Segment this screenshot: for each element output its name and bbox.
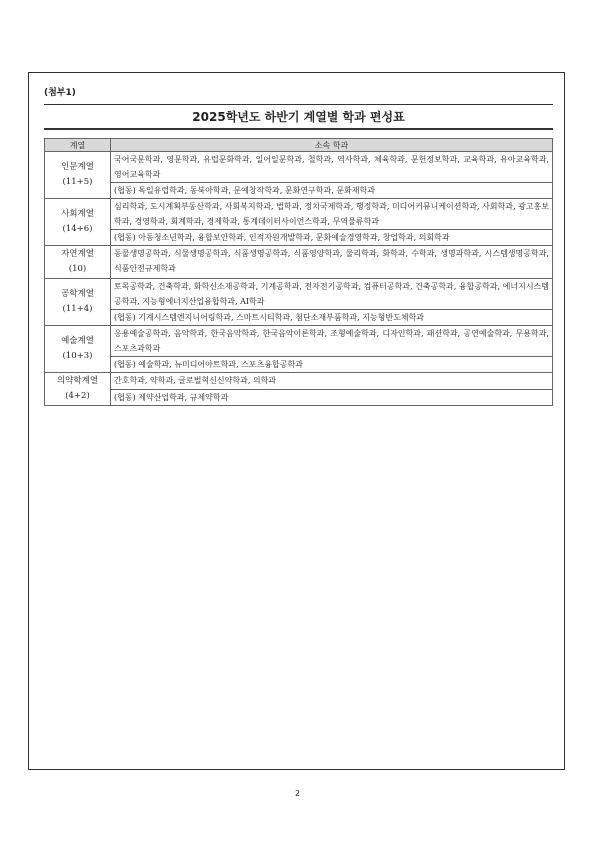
table-row [45,246,553,279]
category-count: (14+6) [62,224,93,234]
category-count: (10) [68,264,87,274]
regular-departments: 동물생명공학과, 식물생명공학과, 식품생명공학과, 식품영양학과, 물리학과, 화학과, 수학과, 생명과학과, 시스템생명공학과, 식품안전규제학과 [111,246,553,279]
cooperative-departments: (협동) 독일유럽학과, 동북아학과, 문예창작학과, 문화연구학과, 문화재학과 [111,183,553,199]
category-count: (11+5) [62,177,93,187]
category-cell [45,373,111,406]
cooperative-departments: (협동) 예술학과, 뉴미디어아트학과, 스포츠융합공학과 [111,357,553,373]
category-name: 예술계열 [61,336,94,346]
regular-departments: 심리학과, 도시계획부동산학과, 사회복지학과, 법학과, 정치국제학과, 행정학과, 미디어커뮤니케이션학과, 사회학과, 광고홍보학과, 경영학과, 회계학과, 경제학과, 통계데이터사이언스학과, 무역물류학과 [111,199,553,230]
category-name: 자연계열 [61,249,94,259]
table-header-row [45,139,553,152]
category-cell [45,246,111,279]
category-name: 의약학계열 [56,376,99,386]
table-row [45,199,553,230]
table-row [45,389,553,406]
regular-departments: 간호학과, 약학과, 글로벌혁신신약학과, 의학과 [111,373,553,390]
table-row [45,152,553,183]
category-cell [45,279,111,326]
regular-departments: 국어국문학과, 영문학과, 유럽문화학과, 일어일문학과, 철학과, 역사학과, 체육학과, 문헌정보학과, 교육학과, 유아교육학과, 영어교육학과 [111,152,553,183]
title-rule-bottom [44,128,553,130]
document-title: 2025학년도 하반기 계열별 학과 편성표 [192,110,405,124]
table-row [45,357,553,373]
category-cell [45,326,111,373]
attachment-label: (첨부1) [44,88,76,98]
table-row [45,310,553,326]
header-category: 계열 [45,139,111,152]
cooperative-departments: (협동) 기계시스템엔지니어링학과, 스마트시티학과, 첨단소재부품학과, 지능형반도체학과 [111,310,553,326]
regular-departments: 토목공학과, 건축학과, 화학신소재공학과, 기계공학과, 전자전기공학과, 컴퓨터공학과, 건축공학과, 융합공학과, 에너지시스템공학과, 지능형에너지산업융합학과, AI학과 [111,279,553,310]
page-number: 2 [294,789,301,798]
regular-departments: 응용예술공학과, 음악학과, 한국음악학과, 한국음악이론학과, 조형예술학과, 디자인학과, 패션학과, 공연예술학과, 무용학과, 스포츠과학과 [111,326,553,357]
table-row [45,279,553,310]
table-row [45,230,553,246]
table-row [45,183,553,199]
department-table [44,138,553,406]
category-name: 사회계열 [61,209,94,219]
category-cell [45,152,111,199]
cooperative-departments: (협동) 제약산업학과, 규제약학과 [111,389,553,406]
table-row [45,373,553,390]
header-departments: 소속 학과 [111,139,553,152]
category-name: 공학계열 [61,289,94,299]
category-count: (10+3) [62,351,93,361]
cooperative-departments: (협동) 아동청소년학과, 융합보안학과, 인적자원개발학과, 문화예술경영학과, 창업학과, 의회학과 [111,230,553,246]
category-count: (11+4) [62,304,93,314]
category-cell [45,199,111,246]
category-name: 인문계열 [61,162,94,172]
title-rule-top [44,104,553,105]
table-row [45,326,553,357]
category-count: (4+2) [65,391,90,401]
